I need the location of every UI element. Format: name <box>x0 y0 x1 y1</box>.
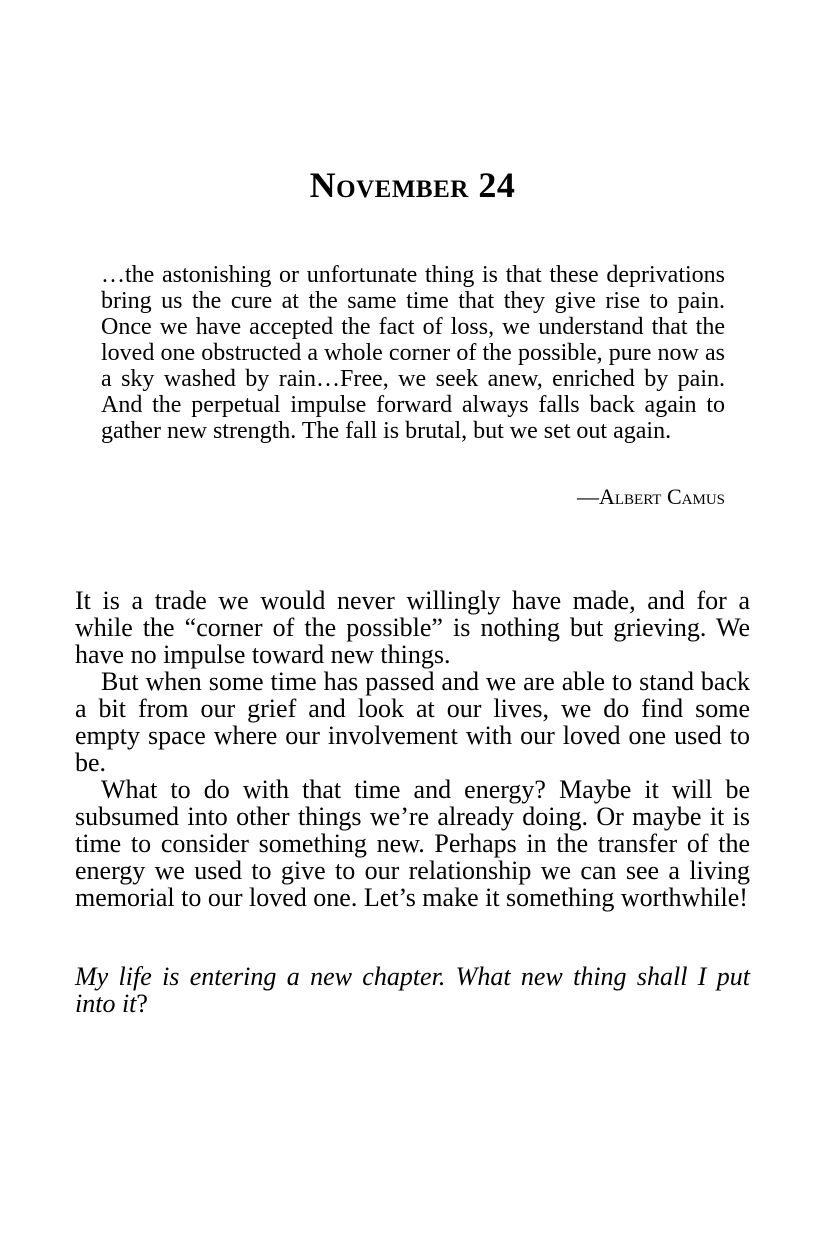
reflection-text: My life is entering a new chapter. What new thing shall I put into it <box>75 962 750 1018</box>
reflection-end-mark: ? <box>136 989 148 1018</box>
epigraph-attribution: —Albert Camus <box>576 484 725 509</box>
body-paragraph-1: It is a trade we would never willingly have made, and for a while the “corner of the possible” is nothing but grieving. We have no impulse toward new things. <box>75 586 750 669</box>
daily-reflection <box>75 963 750 1017</box>
body-paragraph-3: What to do with that time and energy? Maybe it will be subsumed into other things we’re already doing. Or maybe it is time to consider something new. Perhaps in the transfer of the energy we used to give to our relationship we can see a living memorial to our loved one. Let’s make it something worthwhile! <box>75 775 750 912</box>
page-title: November 24 <box>309 165 516 205</box>
body-text <box>75 587 750 911</box>
body-paragraph-2: But when some time has passed and we are able to stand back a bit from our grief and look at our lives, we do find some empty space where our involvement with our loved one used to be. <box>75 667 750 777</box>
epigraph-quote: …the astonishing or unfortunate thing is that these deprivations bring us the cure at the same time that they give rise to pain. Once we have accepted the fact of loss, we understand that the loved one obstructed a whole corner of the possible, pure now as a sky washed by rain…Free, we seek anew, enriched by pain. And the perpetual impulse forward always falls back again to gather new strength. The fall is brutal, but we set out again. <box>101 262 725 444</box>
